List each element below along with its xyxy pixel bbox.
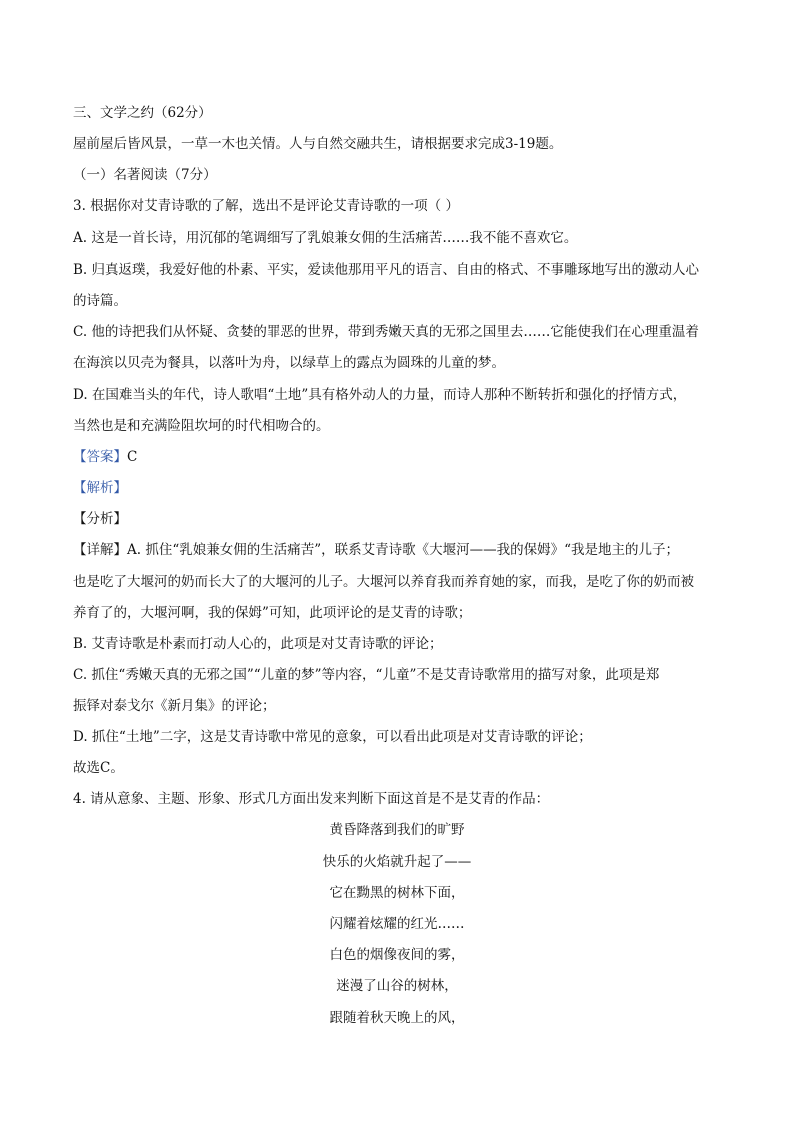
poem-line: 跟随着秋天晚上的风，: [329, 1010, 465, 1026]
poem-line: 快乐的火焰就升起了——: [322, 854, 472, 870]
option-c-line2: 在海滨以贝壳为餐具，以落叶为舟，以绿草上的露点为圆珠的儿童的梦。: [73, 355, 505, 371]
detail-tag: 【详解】: [73, 542, 127, 558]
poem-line: 它在黝黑的树林下面，: [329, 885, 465, 901]
poem-line: 黄昏降落到我们的旷野: [329, 822, 465, 838]
analysis-tag: 【解析】: [73, 480, 127, 496]
detail-line5: C. 抓住“秀嫩天真的无邪之国”“儿童的梦”等内容，“儿童”不是艾青诗歌常用的描写对象，此项是郑: [73, 667, 660, 683]
option-a: A. 这是一首长诗，用沉郁的笔调细写了乳娘兼女佣的生活痛苦……我不能不喜欢它。: [73, 230, 578, 246]
detail-line1: [73, 541, 679, 559]
fenxi-tag: 【分析】: [73, 511, 127, 527]
answer-tag: 【答案】: [73, 449, 127, 465]
detail-line6: 振铎对泰戈尔《新月集》的评论；: [73, 698, 276, 714]
option-d-line2: 当然也是和充满险阻坎坷的时代相吻合的。: [73, 418, 330, 434]
poem-line: 闪耀着炫耀的红光……: [329, 916, 465, 932]
option-b-line2: 的诗篇。: [73, 293, 127, 309]
option-c-line1: C. 他的诗把我们从怀疑、贪婪的罪恶的世界，带到秀嫩天真的无邪之国里去……它能使我们在心理重温着: [73, 324, 699, 340]
sub-section-title: （一）名著阅读（7分）: [73, 167, 217, 183]
option-b-line1: B. 归真返璞，我爱好他的朴素、平实，爱读他那用平凡的语言、自由的格式、不事雕琢地写出的激动人心: [73, 262, 700, 278]
detail-line7: D. 抓住“土地”二字，这是艾青诗歌中常见的意象，可以看出此项是对艾青诗歌的评论；: [73, 729, 592, 745]
section-intro: 屋前屋后皆风景，一草一木也关情。人与自然交融共生，请根据要求完成3-19题。: [73, 136, 563, 152]
detail-line3: 养育了的，大堰河啊，我的保姆”可知，此项评论的是艾青的诗歌；: [73, 605, 472, 621]
detail-line4: B. 艾青诗歌是朴素而打动人心的，此项是对艾青诗歌的评论；: [73, 636, 443, 652]
detail-conclusion: 故选C。: [73, 760, 124, 776]
poem-line: 白色的烟像夜间的雾，: [329, 947, 465, 963]
poem-line: 迷漫了山谷的树林，: [336, 978, 458, 994]
option-d-line1: D. 在国难当头的年代，诗人歌唱“土地”具有格外动人的力量，而诗人那种不断转折和强化的抒情方式，: [73, 387, 687, 403]
section-title: 三、文学之约（62分）: [73, 105, 212, 121]
detail-text: A. 抓住“乳娘兼女佣的生活痛苦”，联系艾青诗歌《大堰河——我的保姆》“我是地主的儿子；: [127, 542, 680, 558]
detail-line2: 也是吃了大堰河的奶而长大了的大堰河的儿子。大堰河以养育我而养育她的家，而我，是吃了你的奶而被: [73, 574, 694, 590]
question-4-stem: 4. 请从意象、主题、形象、形式几方面出发来判断下面这首是不是艾青的作品：: [73, 791, 550, 807]
answer-value: C: [127, 449, 138, 465]
answer-line: [73, 448, 137, 466]
question-3-stem: 3. 根据你对艾青诗歌的了解，选出不是评论艾青诗歌的一项（ ）: [73, 198, 459, 214]
